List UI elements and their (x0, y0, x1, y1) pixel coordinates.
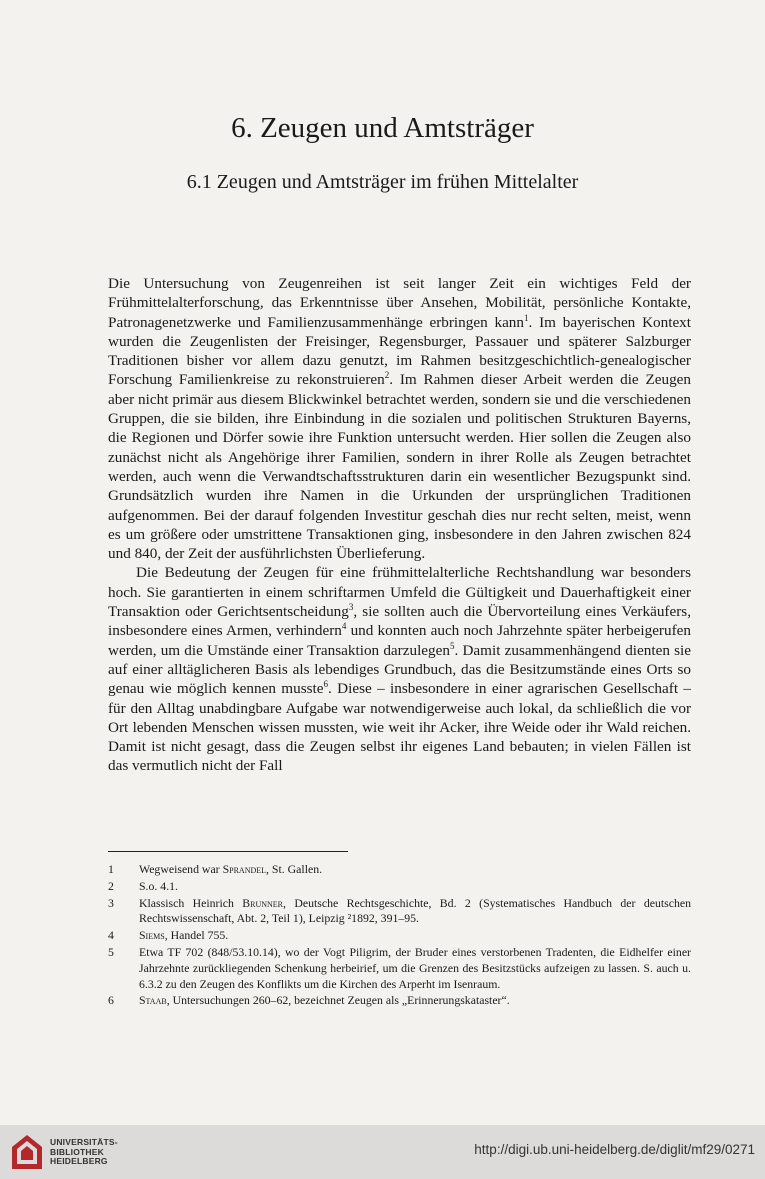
library-logo-icon (10, 1133, 44, 1171)
footnote: 4 Siems, Handel 755. (108, 928, 229, 943)
paragraph-2: Die Bedeutung der Zeugen für eine frühmittelalterliche Rechtshandlung war besonders hoch. Sie garantierten in einem schriftarmen Umfeld die Gültigkeit und Dauerhaftigkeit einer Transaktion oder Gerichtsentscheidung$^3$, sie sollten auch die Übervorteilung eines Verkäufers, insbesondere eines Armen, verhindern$^4$ und konnten auch noch Jahrzehnte später herbeigerufen werden, um die Umstände einer Transaktion darzulegen$^5$. Damit zusammenhängend dienten sie auf einer alltäglicheren Basis als lebendiges Grundbuch, das die Besitzumstände eines Orts so genau wie möglich kennen musste$^6$. Diese – insbesondere in einer agrarischen Gesellschaft – für den Alltag unabdingbare Aufgabe war notwendigerweise auch lokal, da schließlich die vor Ort lebenden Menschen wissen mussten, wie weit ihr Acker, ihre Weide oder ihr Wald reichen. Damit ist nicht gesagt, dass die Zeugen selbst ihr eigenes Land bebauten; in vielen Fällen ist das vermutlich nicht der Fall (108, 564, 691, 775)
footnote: 2 S.o. 4.1. (108, 878, 179, 893)
footnote-ref[interactable]: 1 (524, 312, 529, 323)
footnote-ref[interactable]: 5 (449, 640, 455, 651)
footnote: 1 Wegweisend war Sprandel, St. Gallen. (108, 862, 323, 876)
footnote-divider (108, 851, 348, 852)
footnotes (108, 862, 691, 1010)
library-name: UNIVERSITÄTS- BIBLIOTHEK HEIDELBERG (50, 1137, 118, 1166)
body-text (108, 274, 691, 776)
viewer-footer (0, 1125, 765, 1179)
chapter-title: 6. Zeugen und Amtsträger (231, 112, 534, 144)
footnote-ref[interactable]: 2 (384, 370, 390, 381)
footnote-ref[interactable]: 4 (341, 621, 347, 632)
footnote: 6 Staab, Untersuchungen 260–62, bezeichnet Zeugen als „Erinnerungskataster“. (108, 993, 510, 1008)
footnote: 3 Klassisch Heinrich Brunner, Deutsche Rechtsgeschichte, Bd. 2 (Systematisches Handbuch der deutschen Rechtswissenschaft, Abt. 2, Teil 1), Leipzig ²1892, 391–95. (108, 895, 691, 926)
footnote-ref[interactable]: 6 (323, 679, 328, 690)
footnote-ref[interactable]: 3 (348, 601, 354, 612)
section-title: 6.1 Zeugen und Amtsträger im frühen Mittelalter (186, 171, 579, 193)
page-url[interactable]: http://digi.ub.uni-heidelberg.de/diglit/mf29/0271 (474, 1142, 755, 1157)
footnote: 5 Etwa TF 702 (848/53.10.14), wo der Vogt Piligrim, der Bruder eines verstorbenen Tradenten, die Eidhelfer einer Jahrzehnte zurückliegenden Schenkung herbeirief, um die Grenzen des Besitzstücks aufzeigen zu lassen. S. auch u. 6.3.2 zu den Zeugen des Konflikts um die Kirchen des Arperht im Isenraum. (108, 944, 691, 991)
paragraph-1: Die Untersuchung von Zeugenreihen ist seit langer Zeit ein wichtiges Feld der Frühmittelalterforschung, das Erkenntnisse über Ansehen, Mobilität, persönliche Kontakte, Patronagenetzwerke und Familienzusammenhänge erbringen kann$^1$. Im bayerischen Kontext wurden die Zeugenlisten der Freisinger, Regensburger, Passauer und späterer Salzburger Traditionen bisher vor allem dazu genutzt, im Rahmen besitzgeschichtlich-genealogischer Forschung Familienkreise zu rekonstruieren$^2$. Im Rahmen dieser Arbeit werden die Zeugen aber nicht primär aus diesem Blickwinkel betrachtet werden, sondern sie und die verschiedenen Gruppen, die sie bilden, ihre Einbindung in die sozialen und politischen Strukturen Bayerns, die Regionen und Dörfer sowie ihre Funktion untersucht werden. Hier sollen die Zeugen also zunächst nicht als Angehörige ihrer Familien, sondern in ihrer Rolle als Zeugen betrachtet werden, auch wenn die Verwandtschaftsstrukturen darin ein wesentlicher Bezugspunkt sind. Grundsätzlich wurden ihre Namen in die Urkunden der ursprünglichen Traditionen aufgenommen. Bei der darauf folgenden Investitur geschah dies nur recht selten, meist, wenn es um größere oder umstrittene Transaktionen ging, insbesondere in den Jahren zwischen 824 und 840, der Zeit der ausführlichsten Überlieferung. (108, 275, 692, 563)
